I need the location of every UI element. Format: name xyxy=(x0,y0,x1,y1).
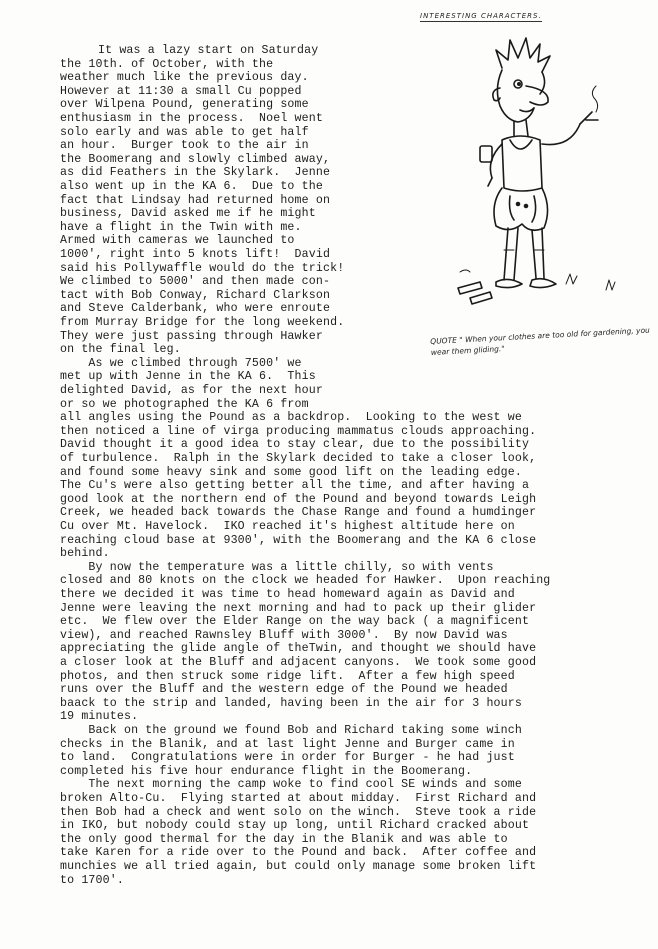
text-line: the only good thermal for the day in the Blanik and was able to xyxy=(60,832,508,846)
text-line: to land. Congratulations were in order for Burger - he had just xyxy=(60,751,515,765)
text-line: broken Alto-Cu. Flying started at about midday. First Richard and xyxy=(60,792,537,805)
text-line: By now the temperature was a little chilly, so with vents xyxy=(60,560,494,574)
text-line: take Karen for a ride over to the Pound and back. After coffee and xyxy=(60,846,537,860)
text-line: as did Feathers in the Skylark. Jenne xyxy=(60,166,331,180)
text-line: then noticed a line of virga producing mammatus clouds approaching. xyxy=(60,424,537,438)
text-line: a closer look at the Bluff and adjacent canyons. We took some good xyxy=(60,656,537,669)
text-line: enthusiasm in the process. Noel went xyxy=(60,112,323,125)
text-line: the 10th. of October, with the xyxy=(60,57,274,71)
text-line: The Cu's were also getting better all the time, and after having a xyxy=(60,479,530,493)
text-line: runs over the Bluff and the western edge of the Pound we headed xyxy=(60,683,508,697)
text-line: appreciating the glide angle of theTwin, and thought we should have xyxy=(60,642,537,656)
text-line: business, David asked me if he might xyxy=(60,207,316,221)
text-line: reaching cloud base at 9300', with the Boomerang and the KA 6 close xyxy=(60,533,537,547)
text-line: on the final leg. xyxy=(60,343,181,357)
text-line: delighted David, as for the next hour xyxy=(60,384,323,397)
text-line: photos, and then struck some ridge lift. After a few high speed xyxy=(60,669,515,683)
text-line: munchies we all tried again, but could only manage some broken lift xyxy=(60,860,537,873)
text-line: checks in the Blanik, and at last light Jenne and Burger came in xyxy=(60,737,515,751)
text-line: fact that Lindsay had returned home on xyxy=(60,193,331,207)
text-line: Cu over Mt. Havelock. IKO reached it's highest altitude here on xyxy=(60,520,515,533)
text-line: met up with Jenne in the KA 6. This xyxy=(60,370,316,384)
text-line: then Bob had a check and went solo on the winch. Steve took a ride xyxy=(60,805,537,819)
text-line: there we decided it was time to head homeward again as David and xyxy=(60,588,515,601)
text-line: etc. We flew over the Elder Range on the way back ( a magnificent xyxy=(60,615,530,629)
text-line: Back on the ground we found Bob and Richard taking some winch xyxy=(60,724,522,737)
text-line: and Steve Calderbank, who were enroute xyxy=(60,302,331,316)
text-line: from Murray Bridge for the long weekend. xyxy=(60,316,345,329)
cartoon-quote: QUOTE " When your clothes are too old for gardening, you wear them gliding." xyxy=(430,325,651,357)
text-line: The next morning the camp woke to find cool SE winds and some xyxy=(60,778,522,792)
text-line: completed his five hour endurance flight in the Boomerang. xyxy=(60,764,473,778)
text-line: over Wilpena Pound, generating some xyxy=(60,98,309,112)
text-line: the Boomerang and slowly climbed away, xyxy=(60,152,331,166)
text-line: in IKO, but nobody could stay up long, until Richard cracked about xyxy=(60,819,530,833)
text-line: 19 minutes. xyxy=(60,710,139,724)
text-line: However at 11:30 a small Cu popped xyxy=(60,84,302,98)
text-line: closed and 80 knots on the clock we headed for Hawker. Upon reaching xyxy=(60,574,551,588)
text-line: tact with Bob Conway, Richard Clarkson xyxy=(60,288,331,302)
text-line: also went up in the KA 6. Due to the xyxy=(60,180,323,193)
text-line: view), and reached Rawnsley Bluff with 3000'. By now David was xyxy=(60,628,508,642)
text-line: an hour. Burger took to the air in xyxy=(60,139,309,153)
text-line: baack to the strip and landed, having been in the air for 3 hours xyxy=(60,696,522,710)
text-line: 1000', right into 5 knots lift! David xyxy=(60,248,331,261)
text-line: As we climbed through 7500' we xyxy=(60,356,302,370)
text-line: solo early and was able to get half xyxy=(60,125,309,139)
text-line: said his Pollywaffle would do the trick! xyxy=(60,261,345,275)
cartoon-title: INTERESTING CHARACTERS. xyxy=(420,12,542,20)
text-line: all angles using the Pound as a backdrop. Looking to the west we xyxy=(60,411,522,425)
text-line: weather much like the previous day. xyxy=(60,71,309,85)
text-line: We climbed to 5000' and then made con- xyxy=(60,275,331,289)
cartoon-drawing xyxy=(430,28,650,328)
text-line: Jenne were leaving the next morning and had to pack up their glider xyxy=(60,601,537,615)
text-line: have a flight in the Twin with me. xyxy=(60,220,302,234)
text-line: of turbulence. Ralph in the Skylark decided to take a closer look, xyxy=(60,452,537,465)
text-line: to 1700'. xyxy=(60,873,124,887)
text-line: David thought it a good idea to stay clear, due to the possibility xyxy=(60,438,530,452)
text-line: Creek, we headed back towards the Chase Range and found a humdinger xyxy=(60,506,537,520)
text-line: They were just passing through Hawker xyxy=(60,329,323,343)
text-line: Armed with cameras we launched to xyxy=(60,234,295,248)
text-line: It was a lazy start on Saturday xyxy=(98,44,319,57)
text-line: behind. xyxy=(60,547,110,561)
text-line: good look at the northern end of the Pound and beyond towards Leigh xyxy=(60,492,537,506)
text-line: and found some heavy sink and some good lift on the leading edge. xyxy=(60,465,522,479)
text-line: or so we photographed the KA 6 from xyxy=(60,397,309,411)
